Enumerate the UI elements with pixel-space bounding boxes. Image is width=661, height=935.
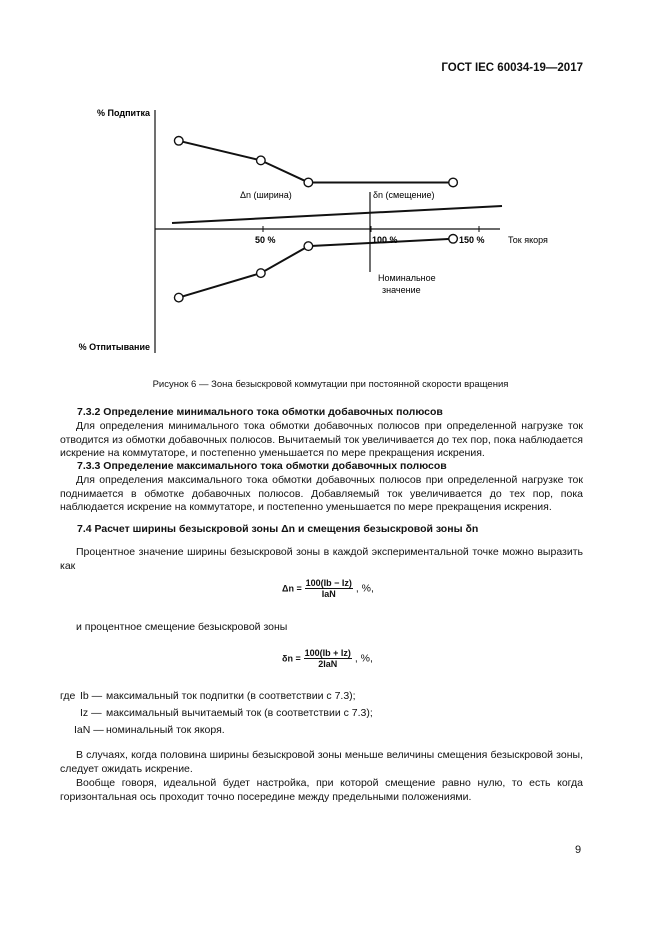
final-paragraph-2: Вообще говоря, идеальной будет настройка, при которой смещение равно нулю, то есть когда горизонтальная ось проходит точно посередине между предельными положениями. — [60, 777, 583, 803]
where-symbol-iz: Iz — — [80, 707, 102, 719]
withdraw-data-point — [174, 293, 183, 302]
feed-data-point — [304, 178, 313, 187]
offset-intro: и процентное смещение безыскровой зоны — [76, 621, 288, 633]
withdraw-data-point — [449, 235, 458, 244]
feed-data-point — [257, 156, 266, 165]
final-paragraph-1: В случаях, когда половина ширины безыскровой зоны меньше величины смещения безыскровой зоны, следует ожидать искрение. — [60, 749, 583, 775]
page-number: 9 — [575, 844, 582, 856]
section-7-3-3-title: 7.3.3 Определение максимального тока обмотки добавочных полюсов — [77, 460, 447, 472]
withdraw-data-point — [304, 242, 313, 251]
y-bottom-label: % Отпитывание — [78, 342, 150, 352]
where-word: где — [60, 690, 76, 702]
feed-series-line — [179, 141, 453, 183]
width-formula: Δn = $\frac{100(Ib - Iz)}{\text{IaN}}$ , %, — [282, 578, 374, 599]
section-7-3-2-text: Для определения минимального тока обмотки добавочных полюсов при определенной нагрузке ток отводится из обмотки добавочных полюсов. Вычитаемый ток увеличивается до тех пор, пока наблюдается искрение на коммутаторе, и постепенно уменьшается по мере прекращения искрения. — [60, 420, 583, 460]
section-7-4-title: 7.4 Расчет ширины безыскровой зоны Δn и смещения безыскровой зоны δn — [77, 523, 479, 535]
section-7-3-3-text: Для определения максимального тока обмотки добавочных полюсов при определенной нагрузке ток поднимается в обмотке добавочных полюсов. Добавляемый ток увеличивается до тех пор, пока наблюдается искрение на коммутаторе, и постепенно уменьшается по мере прекращения искрения. — [60, 474, 583, 514]
section-7-4-intro: Процентное значение ширины безыскровой зоны в каждой экспериментальной точке можно выразить как — [60, 546, 583, 572]
nominal-label-line2: значение — [382, 285, 421, 295]
document-header: ГОСТ IEC 60034-19—2017 — [441, 62, 583, 74]
commutation-zone-figure — [0, 0, 661, 380]
where-text-ib: максимальный ток подпитки (в соответствии с 7.3); — [106, 690, 356, 702]
offset-formula: δn = $\frac{100(Ib + Iz)}{\text{2IaN}}$ , %, — [282, 648, 373, 669]
x-axis-label: Ток якоря — [508, 235, 548, 245]
tick-label-150: 150 % — [459, 235, 485, 245]
figure-caption: Рисунок 6 — Зона безыскровой коммутации при постоянной скорости вращения — [152, 379, 509, 390]
where-text-iz: максимальный вычитаемый ток (в соответствии с 7.3); — [106, 707, 373, 719]
offset-label: δn (смещение) — [373, 190, 435, 200]
y-top-label: % Подпитка — [97, 108, 150, 118]
tick-label-50: 50 % — [255, 235, 276, 245]
tick-label-100: 100 % — [372, 235, 398, 245]
center-line — [172, 206, 502, 223]
delta-width-label: Δn (ширина) — [240, 190, 292, 200]
section-7-3-2-title: 7.3.2 Определение минимального тока обмотки добавочных полюсов — [77, 406, 443, 418]
where-symbol-ian: IaN — — [74, 724, 104, 736]
feed-data-point — [449, 178, 458, 187]
where-symbol-ib: Ib — — [80, 690, 103, 702]
withdraw-data-point — [257, 269, 266, 278]
nominal-label-line1: Номинальное — [378, 273, 436, 283]
feed-data-point — [174, 137, 183, 146]
where-text-ian: номинальный ток якоря. — [106, 724, 225, 736]
